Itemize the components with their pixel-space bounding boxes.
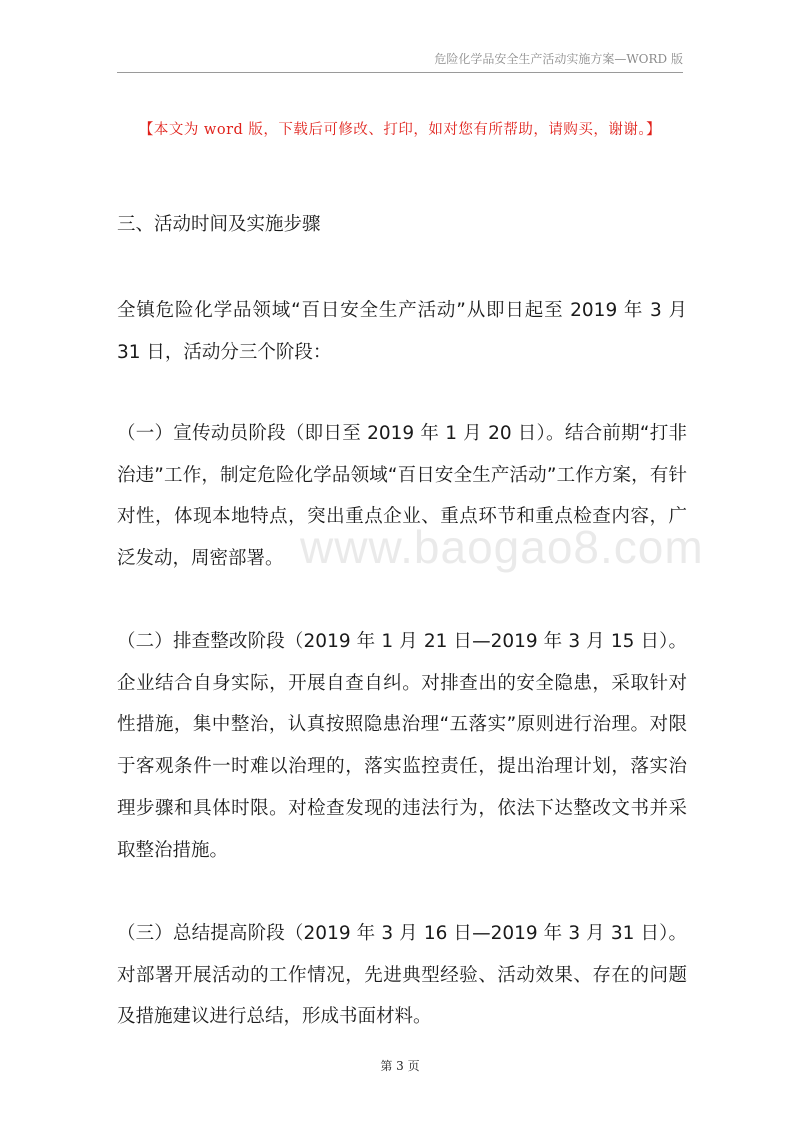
download-notice: 【本文为 word 版，下载后可修改、打印，如对您有所帮助，请购买，谢谢。】 bbox=[138, 122, 662, 138]
running-header-title: 危险化学品安全生产活动实施方案—WORD 版 bbox=[434, 52, 683, 66]
stage-1-paragraph: （一）宣传动员阶段（即日至 2019 年 1 月 20 日）。结合前期“打非治违”工作，制定危险化学品领域“百日安全生产活动”工作方案，有针对性，体现本地特点，突出重点企业、重点环节和重点检查内容，广泛发动，周密部署。 bbox=[117, 423, 687, 570]
stage-3-paragraph: （三）总结提高阶段（2019 年 3 月 16 日—2019 年 3 月 31 日）。对部署开展活动的工作情况，先进典型经验、活动效果、存在的问题及措施建议进行总结，形成书面材料。 bbox=[117, 923, 687, 1028]
stage-2-paragraph: （二）排查整改阶段（2019 年 1 月 21 日—2019 年 3 月 15 日）。企业结合自身实际，开展自查自纠。对排查出的安全隐患，采取针对性措施，集中整治，认真按照隐患治理“五落实”原则进行治理。对限于客观条件一时难以治理的，落实监控责任，提出治理计划，落实治理步骤和具体时限。对检查发现的违法行为，依法下达整改文书并采取整治措施。 bbox=[117, 631, 687, 861]
page-number: 第 3 页 bbox=[380, 1059, 420, 1073]
page-footer bbox=[0, 1058, 800, 1074]
running-header bbox=[117, 50, 683, 73]
watermark: www.baogao8.com bbox=[300, 521, 704, 573]
intro-paragraph: 全镇危险化学品领域“百日安全生产活动”从即日起至 2019 年 3 月 31 日，活动分三个阶段： bbox=[117, 300, 687, 363]
section-heading: 三、活动时间及实施步骤 bbox=[117, 214, 321, 235]
